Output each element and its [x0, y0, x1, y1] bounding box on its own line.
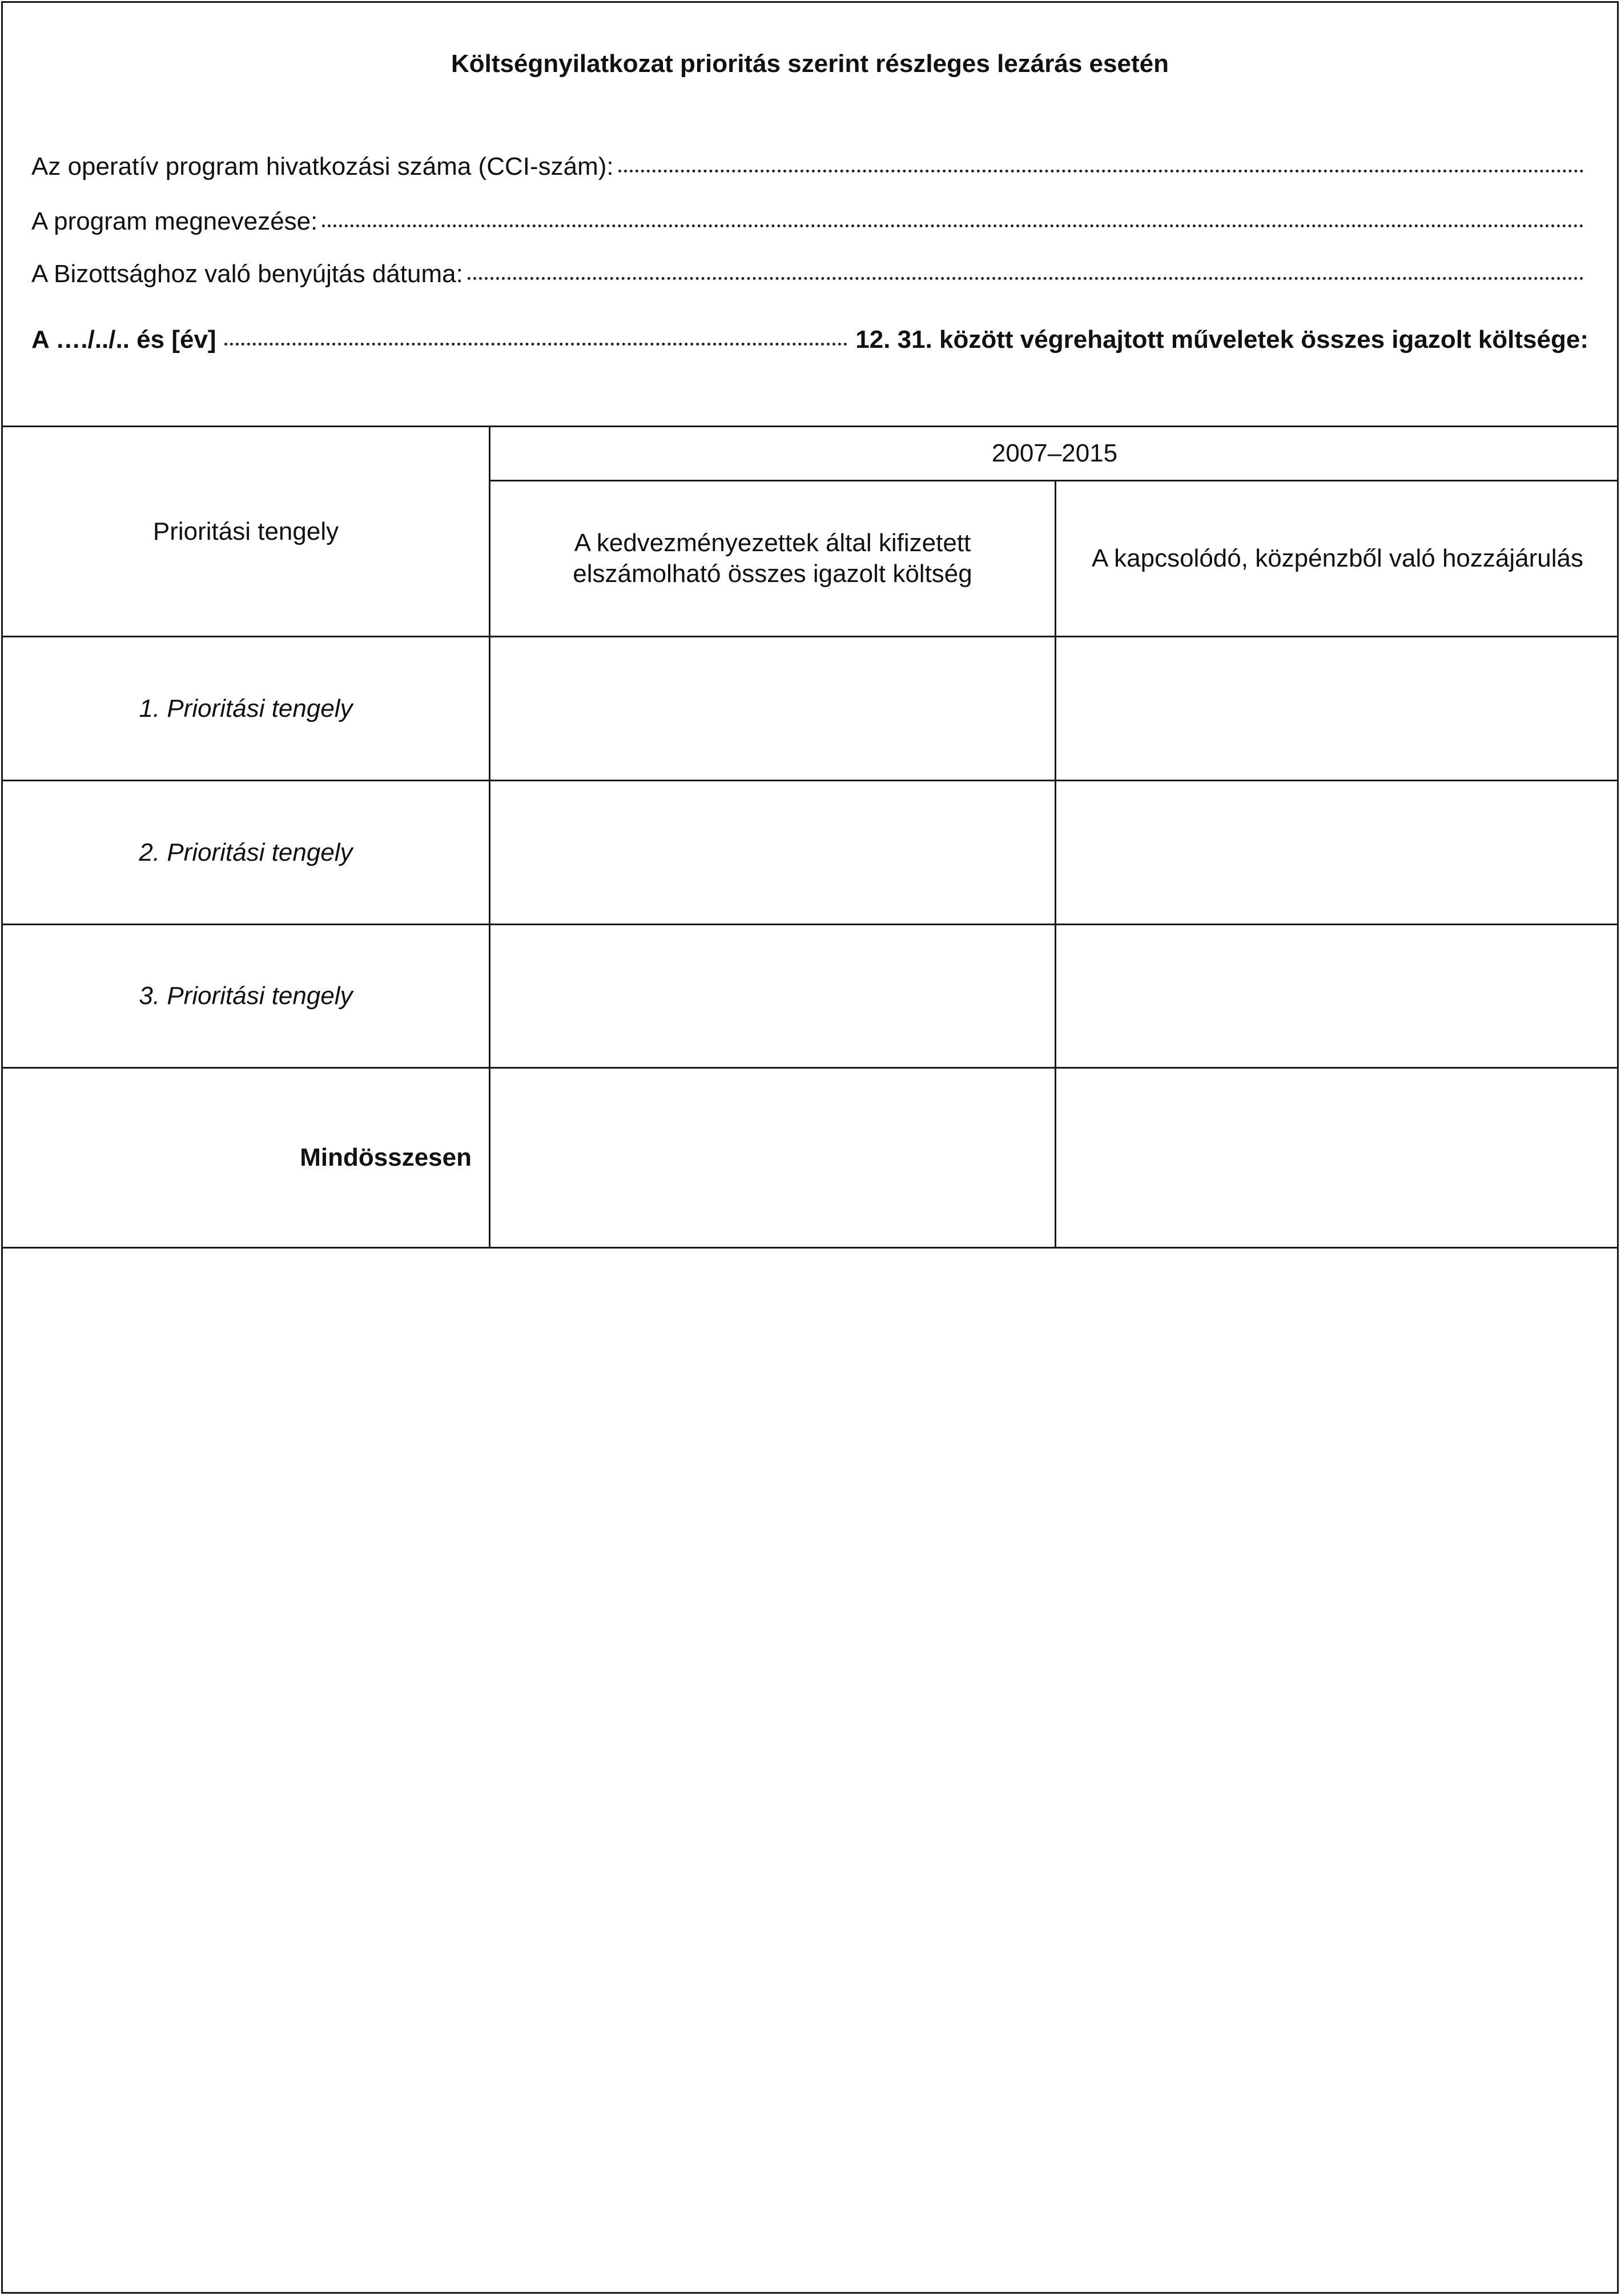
- submission-date-field[interactable]: [31, 260, 1588, 288]
- cell-total-expenditure[interactable]: [490, 1069, 1055, 1247]
- program-name-fill-line[interactable]: [322, 224, 1584, 227]
- form-title: Költségnyilatkozat prioritás szerint részleges lezárás esetén: [451, 50, 1169, 78]
- submission-date-fill-line[interactable]: [468, 277, 1584, 280]
- cci-number-fill-line[interactable]: [618, 170, 1584, 172]
- period-year-fill-line[interactable]: [224, 343, 848, 346]
- declaration-form: [1, 1, 1619, 2294]
- period-prefix: A …./../.. és [év]: [31, 326, 216, 354]
- header-priority-axis: Prioritási tengely: [152, 517, 339, 545]
- program-name-label: A program megnevezése:: [31, 207, 318, 235]
- row-label-priority-1: 1. Prioritási tengely: [139, 694, 353, 722]
- row-label-priority-2: 2. Prioritási tengely: [139, 838, 353, 866]
- header-eligible-expenditure: A kedvezményezettek által kifizetett elszámolható összes igazolt költség: [573, 529, 972, 588]
- cell-public-3[interactable]: [1056, 925, 1619, 1067]
- cell-public-2[interactable]: [1056, 781, 1619, 924]
- cell-expenditure-1[interactable]: [490, 637, 1055, 780]
- submission-date-label: A Bizottsághoz való benyújtás dátuma:: [31, 260, 463, 288]
- header-period: 2007–2015: [991, 439, 1118, 468]
- cell-expenditure-2[interactable]: [490, 781, 1055, 924]
- cci-number-label: Az operatív program hivatkozási száma (CCI-szám):: [31, 152, 614, 180]
- empty-remainder-area: [3, 1249, 1617, 2292]
- cell-total-public[interactable]: [1056, 1069, 1619, 1247]
- cell-public-1[interactable]: [1056, 637, 1619, 780]
- period-suffix: 12. 31. között végrehajtott műveletek összes igazolt költsége:: [855, 326, 1588, 354]
- cci-number-field[interactable]: [31, 152, 1588, 181]
- row-label-total: Mindösszesen: [300, 1143, 472, 1172]
- cell-expenditure-3[interactable]: [490, 925, 1055, 1067]
- header-public-contribution: A kapcsolódó, közpénzből való hozzájárulás: [1092, 544, 1583, 573]
- row-label-priority-3: 3. Prioritási tengely: [139, 982, 353, 1010]
- period-line[interactable]: [31, 326, 1588, 354]
- program-name-field[interactable]: [31, 207, 1588, 236]
